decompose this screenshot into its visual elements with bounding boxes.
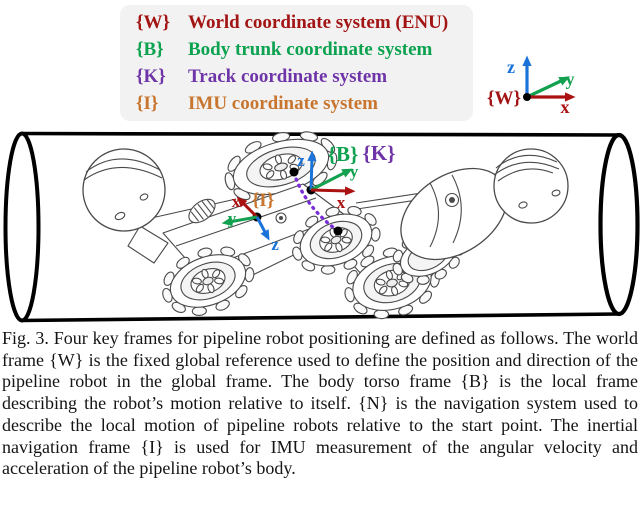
legend-tag-track: {K} [136,65,166,87]
imu-y-label: y [227,209,237,228]
body-z-label: z [297,151,305,170]
figure-caption: Fig. 3. Four key frames for pipeline robot positioning are defined as follows. The world frame {W} is the fixed global reference used to define the position and direction of the pipeline robot in the global frame. The body torso frame {B} is the local frame describing the robot’s motion relative to itself. {N} is the navigation system used to describe the local motion of pipeline robots relative to the start point. The inertial navigation frame {I} is used for IMU measurement of the angular velocity and acceleration of the pipeline robot’s body. [2,328,638,479]
body-frame-tag: {B} [327,142,359,166]
imu-frame-tag: {I} [251,190,275,211]
legend-tag-imu: {I} [136,92,159,114]
legend-label-body: Body trunk coordinate system [188,38,433,60]
legend-label-imu: IMU coordinate system [188,92,378,114]
camera-sphere-right [494,149,568,223]
legend-tag-body: {B} [136,38,164,60]
world-frame-tag: {W} [487,88,521,109]
robot-line-art [83,118,568,330]
world-y-label: y [565,69,575,89]
world-z-label: z [507,57,515,77]
imu-z-label: z [271,235,279,254]
camera-sphere-left [83,149,165,231]
world-x-label: x [560,97,570,117]
legend-label-track: Track coordinate system [188,65,388,87]
imu-x-label: x [231,192,241,211]
legend-tag-world: {W} [136,11,170,33]
camera-neck-left [128,226,168,263]
legend-label-world: World coordinate system (ENU) [188,11,449,33]
body-y-label: y [349,162,359,181]
track-front-dot [334,227,343,236]
track-frame-tag: {K} [362,141,396,165]
body-x-label: x [336,193,346,212]
